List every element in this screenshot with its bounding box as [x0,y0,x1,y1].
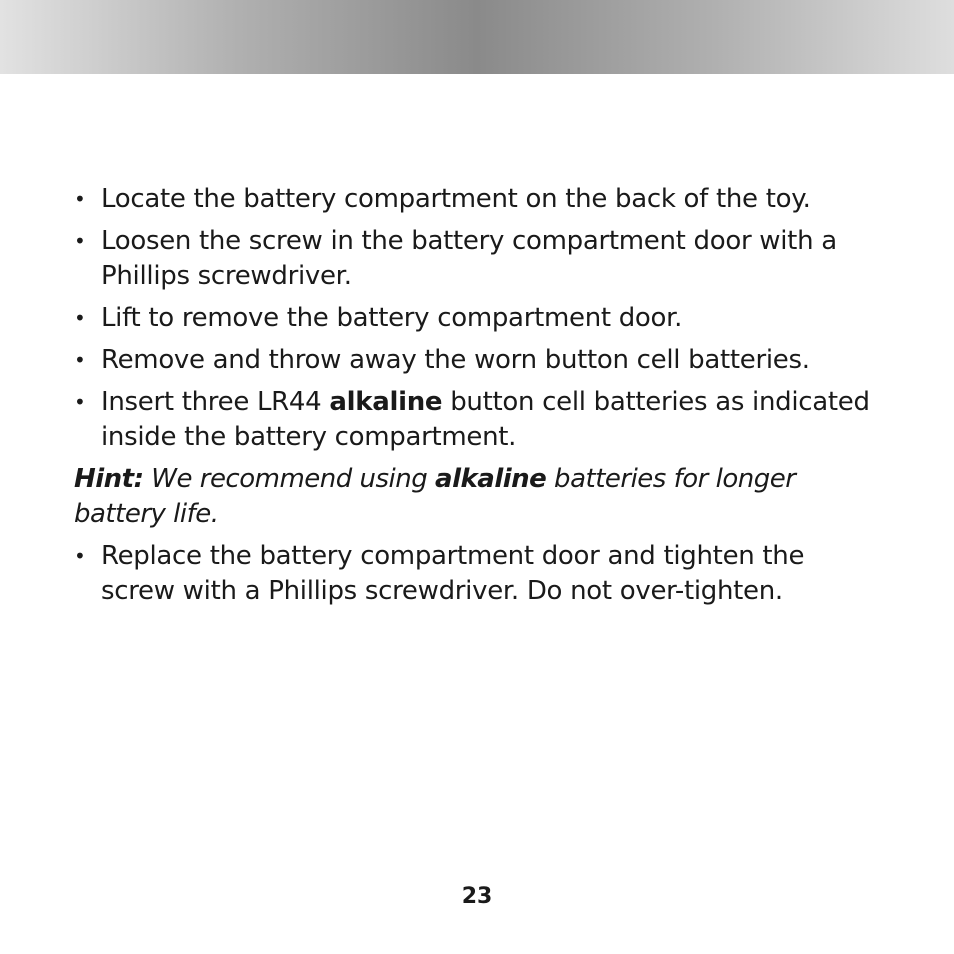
hint-text-bold: alkaline [435,464,547,494]
step-text: Lift to remove the battery compartment door. [101,303,683,333]
step-loosen-screw [74,224,884,294]
header-gradient-band [0,0,954,74]
step-text-after: button cell batteries as indicated inside the battery compartment. [101,387,870,452]
page-number: 23 [461,884,493,909]
step-text: Replace the battery compartment door and tighten the screw with a Phillips screwdriver. Do not over-tighten. [101,541,805,606]
step-text: Loosen the screw in the battery compartment door with a Phillips screwdriver. [101,226,837,291]
battery-steps-list [74,182,884,455]
hint-text-after: batteries for longer battery life. [74,464,796,529]
bullet-icon: • [74,306,86,330]
step-insert-batteries [74,385,884,455]
hint-text-before: We recommend using [143,464,436,494]
instructions-content [74,182,884,616]
hint-note [74,462,884,532]
bullet-icon: • [74,187,86,211]
step-text-bold: alkaline [329,387,443,417]
step-remove-batteries [74,343,884,378]
step-replace-door [74,539,884,609]
step-lift-door [74,301,884,336]
bullet-icon: • [74,390,86,414]
final-steps-list [74,539,884,609]
step-locate-compartment [74,182,884,217]
bullet-icon: • [74,348,86,372]
step-text: Locate the battery compartment on the back of the toy. [101,184,811,214]
step-text-before: Insert three LR44 [101,387,330,417]
hint-label: Hint: [74,464,144,494]
step-text: Remove and throw away the worn button cell batteries. [101,345,810,375]
bullet-icon: • [74,229,86,253]
bullet-icon: • [74,544,86,568]
